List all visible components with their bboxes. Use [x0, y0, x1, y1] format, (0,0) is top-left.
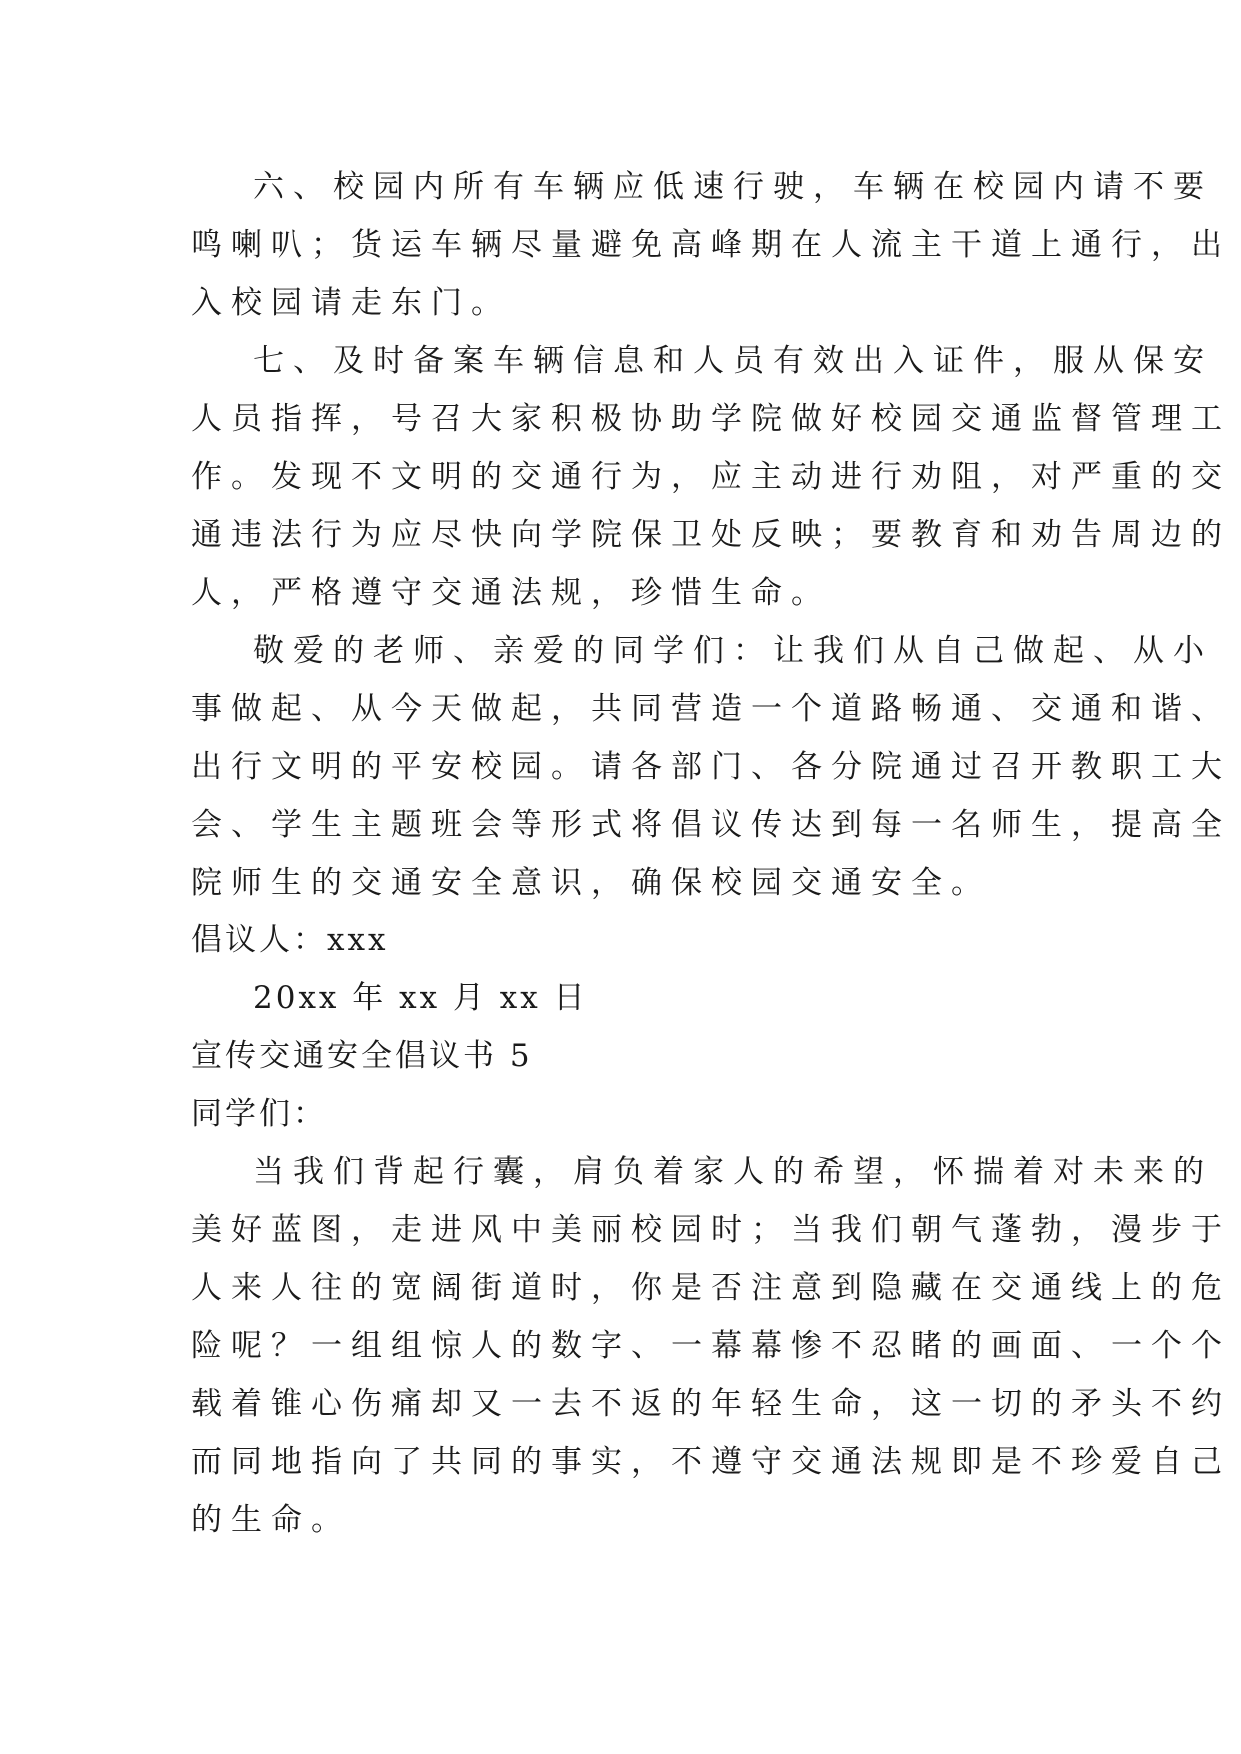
proposer-line: 倡议人：xxx: [191, 922, 389, 958]
paragraph-line: 七、及时备案车辆信息和人员有效出入证件，服从保安: [253, 343, 1213, 379]
paragraph-line: 院师生的交通安全意识，确保校园交通安全。: [191, 865, 991, 901]
paragraph-line: 鸣喇叭；货运车辆尽量避免高峰期在人流主干道上通行，出: [191, 227, 1231, 263]
paragraph-line: 人来人往的宽阔街道时，你是否注意到隐藏在交通线上的危: [191, 1270, 1231, 1306]
paragraph-line: 六、校园内所有车辆应低速行驶，车辆在校园内请不要: [253, 169, 1213, 205]
paragraph-line: 事做起、从今天做起，共同营造一个道路畅通、交通和谐、: [191, 691, 1231, 727]
paragraph-line: 的生命。: [191, 1502, 351, 1538]
date-line: 20xx 年 xx 月 xx 日: [253, 980, 588, 1016]
paragraph-line: 载着锥心伤痛却又一去不返的年轻生命，这一切的矛头不约: [191, 1386, 1231, 1422]
paragraph-line: 人，严格遵守交通法规，珍惜生命。: [191, 575, 831, 611]
section-title: 宣传交通安全倡议书 5: [191, 1038, 533, 1074]
paragraph-line: 会、学生主题班会等形式将倡议传达到每一名师生，提高全: [191, 807, 1231, 843]
paragraph-line: 人员指挥，号召大家积极协助学院做好校园交通监督管理工: [191, 401, 1231, 437]
paragraph-line: 出行文明的平安校园。请各部门、各分院通过召开教职工大: [191, 749, 1231, 785]
paragraph-line: 作。发现不文明的交通行为，应主动进行劝阻，对严重的交: [191, 459, 1231, 495]
greeting: 同学们：: [191, 1096, 327, 1132]
paragraph-line: 敬爱的老师、亲爱的同学们：让我们从自己做起、从小: [253, 633, 1213, 669]
paragraph-line: 当我们背起行囊，肩负着家人的希望，怀揣着对未来的: [253, 1154, 1213, 1190]
paragraph-line: 美好蓝图，走进风中美丽校园时；当我们朝气蓬勃，漫步于: [191, 1212, 1231, 1248]
paragraph-line: 通违法行为应尽快向学院保卫处反映；要教育和劝告周边的: [191, 517, 1231, 553]
paragraph-line: 而同地指向了共同的事实，不遵守交通法规即是不珍爱自己: [191, 1444, 1231, 1480]
paragraph-line: 入校园请走东门。: [191, 285, 511, 321]
paragraph-line: 险呢？一组组惊人的数字、一幕幕惨不忍睹的画面、一个个: [191, 1328, 1231, 1364]
